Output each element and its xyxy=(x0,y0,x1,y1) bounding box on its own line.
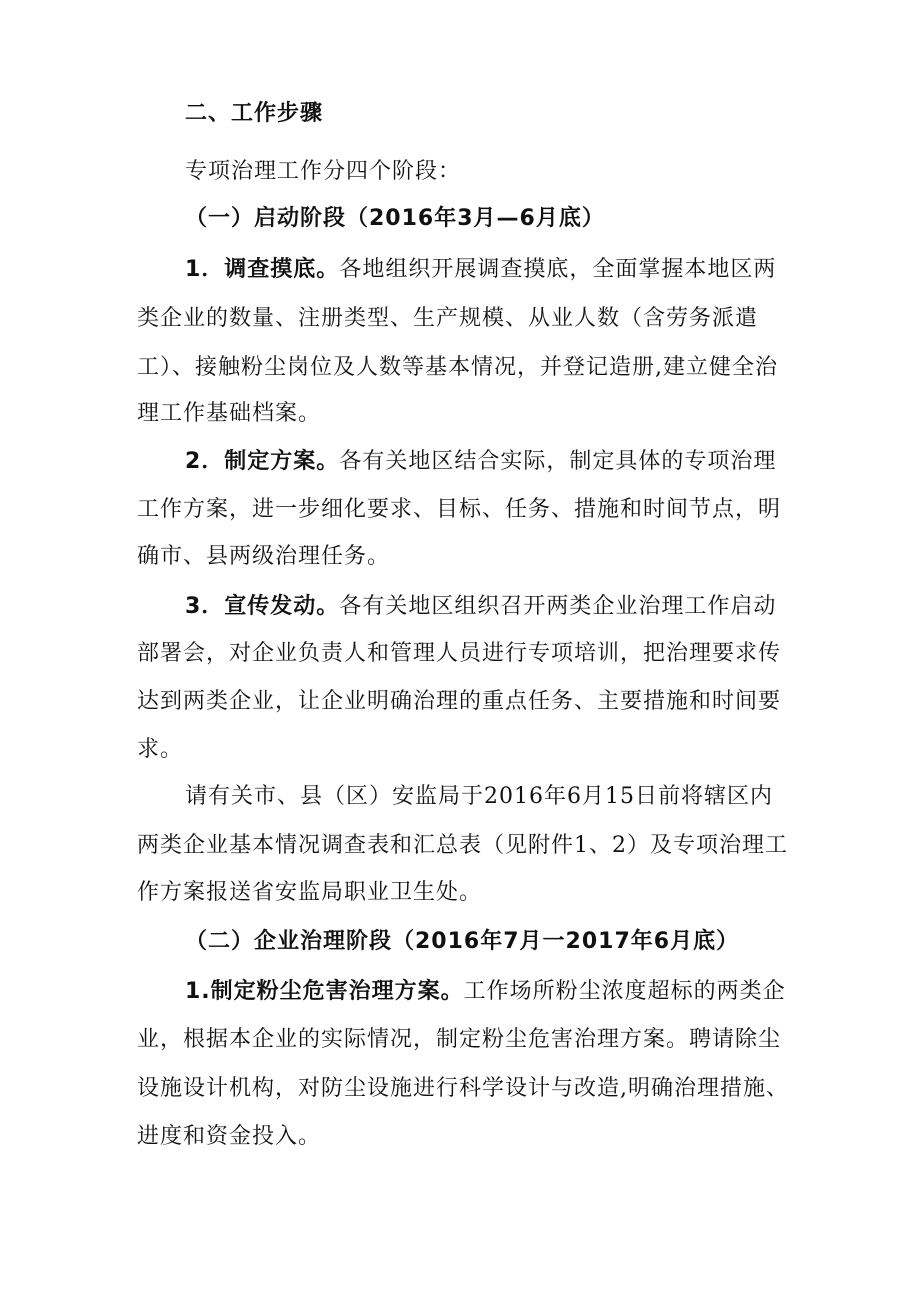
phase2-title: （二）企业治理阶段（2016年7月一2017年6月底） xyxy=(185,929,740,954)
phase1-title: （一）启动阶段（2016年3月—6月底） xyxy=(185,206,605,231)
paragraph-line: 业，根据本企业的实际情况，制定粉尘危害治理方案。聘请除尘 xyxy=(137,1027,782,1052)
item-label: 1.制定粉尘危害治理方案。 xyxy=(185,979,464,1004)
paragraph-line: 工作方案，进一步细化要求、目标、任务、措施和时间节点，明 xyxy=(137,497,782,522)
intro-text: 专项治理工作分四个阶段： xyxy=(185,159,462,184)
item-label: 2．制定方案。 xyxy=(185,449,340,474)
paragraph-line xyxy=(185,593,776,621)
item-text: 各地组织开展调查摸底，全面掌握本地区两 xyxy=(339,257,777,282)
paragraph-line xyxy=(185,448,776,476)
paragraph-line xyxy=(185,256,776,284)
section-heading: 二、工作步骤 xyxy=(185,101,324,126)
item-label: 3．宣传发动。 xyxy=(185,594,340,619)
item-label: 1．调查摸底。 xyxy=(185,257,340,282)
paragraph-line: 确市、县两级治理任务。 xyxy=(137,544,391,569)
item-text: 工作场所粉尘浓度超标的两类企 xyxy=(463,979,786,1004)
item-text: 各有关地区组织召开两类企业治理工作启动 xyxy=(339,594,777,619)
paragraph-line: 达到两类企业，让企业明确治理的重点任务、主要措施和时间要 xyxy=(137,689,782,714)
notice-line: 两类企业基本情况调查表和汇总表（见附件1、2）及专项治理工 xyxy=(137,833,788,858)
paragraph-line: 进度和资金投入。 xyxy=(137,1124,322,1149)
paragraph-line: 设施设计机构，对防尘设施进行科学设计与改造,明确治理措施、 xyxy=(137,1076,789,1101)
paragraph-line: 部署会，对企业负责人和管理人员进行专项培训，把治理要求传 xyxy=(137,641,782,666)
paragraph-line: 类企业的数量、注册类型、生产规模、从业人数（含劳务派遣 xyxy=(137,306,759,331)
paragraph-line: 理工作基础档案。 xyxy=(137,401,322,426)
paragraph-line: 工）、接触粉尘岗位及人数等基本情况，并登记造册,建立健全治 xyxy=(137,355,778,380)
notice-line: 作方案报送省安监局职业卫生处。 xyxy=(137,880,483,905)
item-text: 各有关地区结合实际，制定具体的专项治理 xyxy=(339,449,777,474)
paragraph-line: 求。 xyxy=(137,737,184,762)
paragraph-line xyxy=(185,978,786,1006)
notice-line: 请有关市、县（区）安监局于2016年6月15日前将辖区内 xyxy=(185,784,773,809)
